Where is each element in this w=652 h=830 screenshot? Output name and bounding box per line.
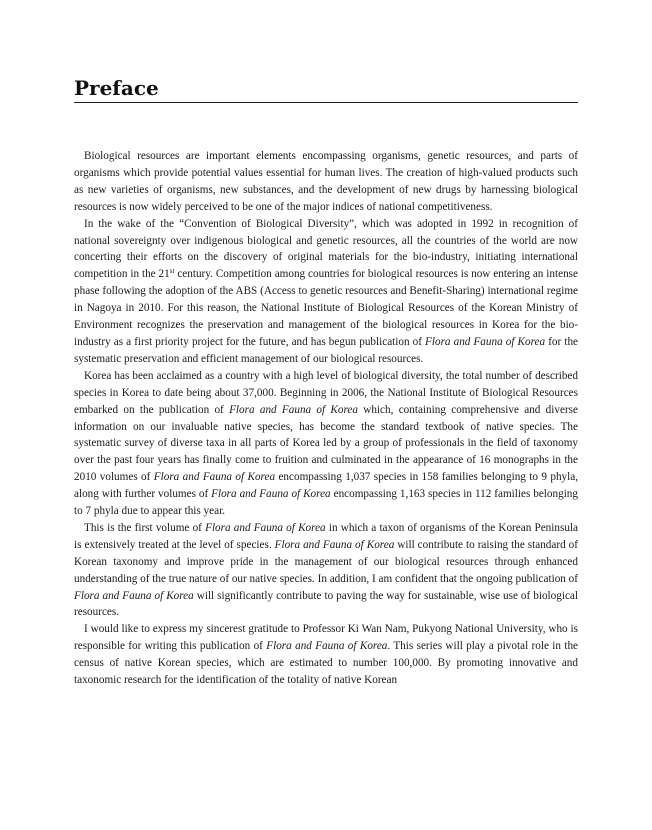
text-run: will significantly contribute to paving the way for sustainable, wise use of biological resources. <box>74 589 578 619</box>
title-underline <box>74 102 578 103</box>
text-run: Korea has been acclaimed as a country with a high level of biological diversity, the total number of described species in Korea to date being about 37,000. Beginning in 2006, the National Institute of Biological Resources embarked on the publication of <box>74 369 578 416</box>
text-run: for the systematic preservation and efficient management of our biological resources. <box>74 335 579 365</box>
text-run: encompassing 1,037 species in 158 families belonging to 9 phyla, along with further volumes of <box>74 471 579 501</box>
book-title-italic: Flora and Fauna of Korea <box>205 521 326 534</box>
paragraph-5 <box>74 621 578 689</box>
ordinal-superscript: st <box>169 267 175 276</box>
book-title-italic: Flora and Fauna of Korea <box>74 589 194 602</box>
book-title-italic: Flora and Fauna of Korea <box>229 403 358 416</box>
text-run: This is the first volume of <box>84 521 206 534</box>
text-run: Biological resources are important elements encompassing organisms, genetic resources, and parts of organisms which provide potential values essential for human lives. The creation of high-valued products such as new varieties of organisms, new substances, and the development of new drugs by harnessing biological resources is now widely perceived to be one of the major indices of national competitiveness. <box>74 150 578 213</box>
text-run: which, containing comprehensive and diverse information on our invaluable native species, has become the standard textbook of native species. The systematic survey of diverse taxa in all parts of Korea led by a group of professionals in the field of taxonomy over the past four years has finally come to fruition and culminated in the appearance of 16 monographs in the 2010 volumes of <box>74 403 578 484</box>
paragraph-4 <box>74 520 578 621</box>
text-run: will contribute to raising the standard of Korean taxonomy and improve pride in the management of our biological resources through enhanced understanding of the true nature of our native species. In addition, I am confident that the ongoing publication of <box>74 538 578 585</box>
text-run: . This series will play a pivotal role in the census of native Korean species, which are estimated to number 100,000. By promoting innovative and taxonomic research for the identification of the totality of native Korean <box>74 640 579 687</box>
text-run: I would like to express my sincerest gratitude to Professor Ki Wan Nam, Pukyong National University, who is responsible for writing this publication of <box>74 623 578 653</box>
text-run: century. Competition among countries for biological resources is now entering an intense phase following the adoption of the ABS (Access to genetic resources and Benefit-Sharing) international regime in Nagoya in 2010. For this reason, the National Institute of Biological Resources of the Korean Ministry of Environment recognizes the preservation and management of the biological resources in Korea for the bio-industry as a first priority project for the future, and has begun publication of <box>74 268 578 348</box>
text-run: in which a taxon of organisms of the Korean Peninsula is extensively treated at the level of species. <box>74 521 579 551</box>
paragraph-1 <box>74 148 578 216</box>
page-title: Preface <box>74 76 159 100</box>
paragraph-2 <box>74 216 578 368</box>
paragraph-3 <box>74 368 578 520</box>
preface-body <box>74 148 578 689</box>
book-title-italic: Flora and Fauna of Korea <box>211 488 331 501</box>
book-title-italic: Flora and Fauna of Korea <box>266 640 388 653</box>
book-title-italic: Flora and Fauna of Korea <box>153 471 276 484</box>
text-run: In the wake of the “Convention of Biological Diversity”, which was adopted in 1992 in recognition of national sovereignty over indigenous biological and genetic resources, all the countries of the world are now concerting their efforts on the discovery of original materials for the bio-industry, initiating international competition in the 21 <box>74 217 578 281</box>
book-title-italic: Flora and Fauna of Korea <box>274 538 395 551</box>
book-title-italic: Flora and Fauna of Korea <box>425 335 546 348</box>
text-run: encompassing 1,163 species in 112 families belonging to 7 phyla due to appear this year. <box>74 488 578 518</box>
